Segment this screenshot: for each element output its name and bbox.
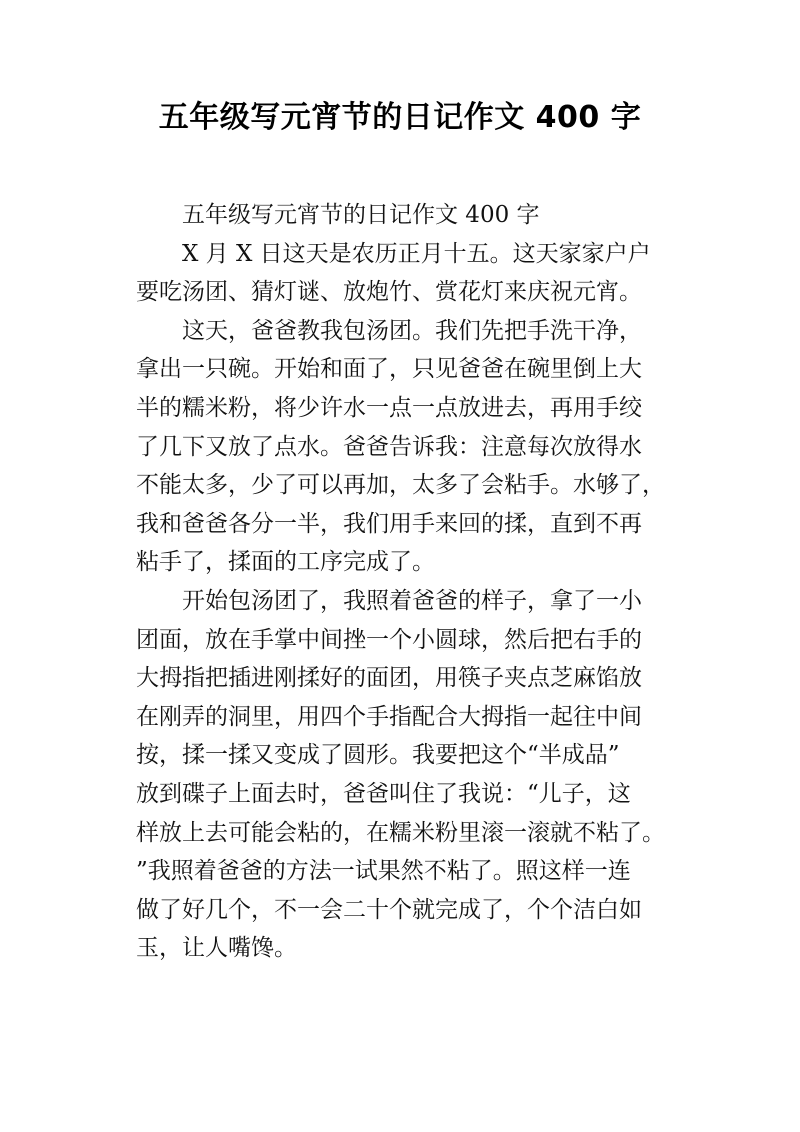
body-line: ”我照着爸爸的方法一试果然不粘了。照这样一连 (136, 858, 631, 885)
body-line: 不能太多，少了可以再加，太多了会粘手。水够了， (136, 472, 665, 499)
body-line: 拿出一只碗。开始和面了，只见爸爸在碗里倒上大 (136, 356, 642, 383)
body-line: 放到碟子上面去时，爸爸叫住了我说：“儿子，这 (136, 780, 631, 807)
body-line: 大拇指把插进刚揉好的面团，用筷子夹点芝麻馅放 (136, 665, 642, 692)
body-line: 这天，爸爸教我包汤团。我们先把手洗干净， (182, 317, 642, 344)
document-body (136, 196, 696, 968)
body-line: 按，揉一揉又变成了圆形。我要把这个“半成品” (136, 742, 620, 769)
body-line: 做了好几个，不一会二十个就完成了，个个洁白如 (136, 896, 642, 923)
body-line: 开始包汤团了，我照着爸爸的样子，拿了一小 (182, 587, 642, 614)
body-line: 样放上去可能会粘的，在糯米粉里滚一滚就不粘了。 (136, 819, 665, 846)
document-title: 五年级写元宵节的日记作文 400 字 (158, 100, 642, 135)
body-line: 团面，放在手掌中间挫一个小圆球，然后把右手的 (136, 626, 642, 653)
body-line-subtitle: 五年级写元宵节的日记作文 400 字 (182, 202, 540, 228)
body-line: 我和爸爸各分一半，我们用手来回的揉，直到不再 (136, 510, 642, 537)
body-line: 了几下又放了点水。爸爸告诉我：注意每次放得水 (136, 433, 642, 460)
body-line: 粘手了，揉面的工序完成了。 (136, 549, 435, 576)
body-line: X 月 X 日这天是农历正月十五。这天家家户户 (182, 240, 651, 267)
body-line: 在刚弄的洞里，用四个手指配合大拇指一起往中间 (136, 703, 642, 730)
body-line: 半的糯米粉，将少许水一点一点放进去，再用手绞 (136, 394, 642, 421)
body-line: 要吃汤团、猜灯谜、放炮竹、赏花灯来庆祝元宵。 (136, 279, 642, 306)
body-line: 玉，让人嘴馋。 (136, 935, 297, 962)
